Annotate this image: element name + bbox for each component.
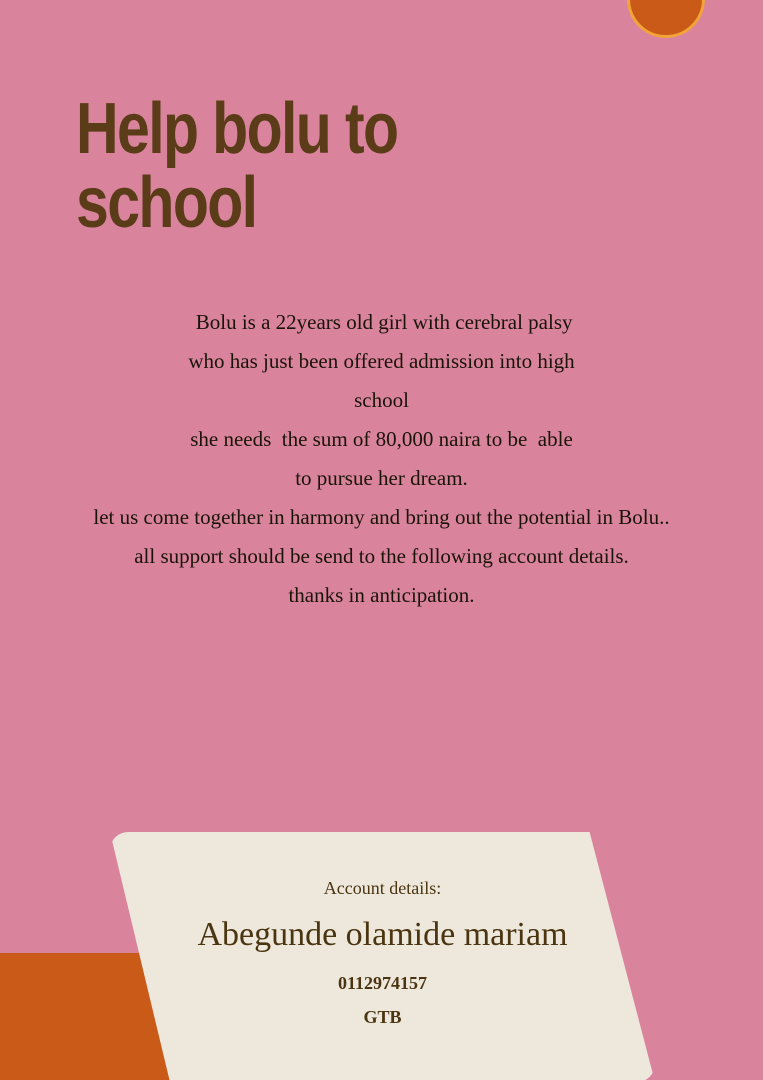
- account-label: Account details:: [323, 878, 442, 898]
- poster-title: Help bolu to school: [76, 89, 398, 243]
- appeal-line: thanks in anticipation.: [288, 583, 475, 607]
- account-name: Abegunde olamide mariam: [197, 916, 568, 953]
- decorative-circle: [627, 0, 705, 38]
- appeal-text: [0, 303, 763, 615]
- appeal-line: all support should be send to the following account details.: [134, 544, 629, 568]
- appeal-line: to pursue her dream.: [295, 466, 468, 490]
- appeal-line: school: [354, 388, 409, 412]
- appeal-line: who has just been offered admission into high: [188, 349, 575, 373]
- appeal-line: let us come together in harmony and bring out the potential in Bolu..: [93, 505, 670, 529]
- account-number: 0112974157: [337, 973, 427, 993]
- appeal-line: she needs the sum of 80,000 naira to be able: [190, 427, 573, 451]
- account-bank: GTB: [363, 1007, 402, 1027]
- account-card: [110, 832, 655, 1080]
- appeal-line: Bolu is a 22years old girl with cerebral palsy: [190, 310, 573, 334]
